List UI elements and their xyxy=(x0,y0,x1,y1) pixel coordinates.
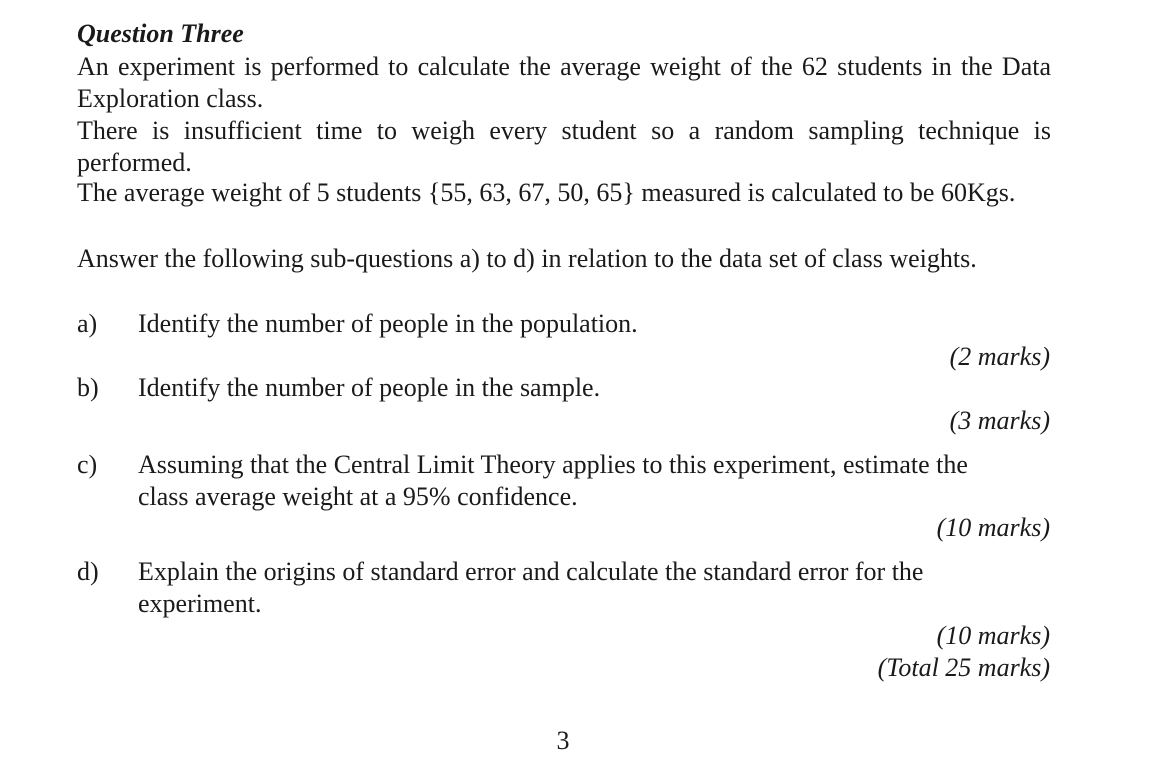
question-c-label: c) xyxy=(77,450,98,479)
question-b-marks: (3 marks) xyxy=(949,406,1050,435)
question-title: Question Three xyxy=(77,19,244,48)
question-d-text: Explain the origins of standard error and calculate the standard error for the experiment. xyxy=(138,557,924,618)
intro-paragraph-3: The average weight of 5 students {55, 63, 67, 50, 65} measured is calculated to be 60Kgs. xyxy=(77,178,1016,207)
intro-paragraph-4: Answer the following sub-questions a) to d) in relation to the data set of class weights. xyxy=(77,244,977,273)
intro-paragraph-2: There is insufficient time to weigh every student so a random sampling technique is performed. xyxy=(77,116,1051,177)
question-b-text: Identify the number of people in the sample. xyxy=(138,373,601,402)
question-d-label: d) xyxy=(77,557,99,586)
page-number: 3 xyxy=(556,726,570,755)
question-c-marks: (10 marks) xyxy=(936,513,1050,542)
intro-paragraph-1: An experiment is performed to calculate the average weight of the 62 students in the Data Exploration class. xyxy=(77,52,1051,113)
question-a-marks: (2 marks) xyxy=(949,342,1050,371)
total-marks: (Total 25 marks) xyxy=(877,653,1050,682)
question-a-text: Identify the number of people in the population. xyxy=(138,309,638,338)
question-d-marks: (10 marks) xyxy=(936,621,1050,650)
question-a-label: a) xyxy=(77,309,98,338)
question-c-text: Assuming that the Central Limit Theory applies to this experiment, estimate the class average weight at a 95% confidence. xyxy=(138,450,968,511)
question-b-label: b) xyxy=(77,373,99,402)
